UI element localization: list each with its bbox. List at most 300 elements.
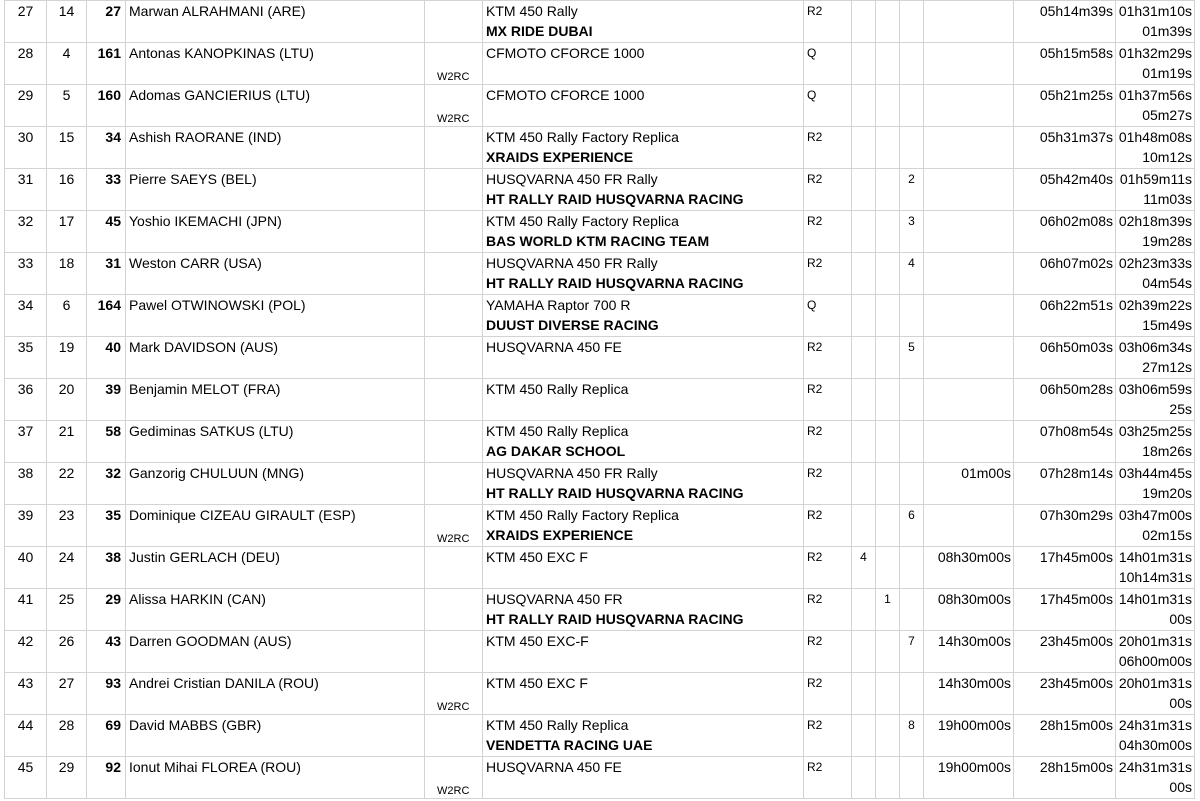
vehicle-cell <box>483 463 804 505</box>
group: R2 <box>804 337 852 379</box>
total-time: 23h45m00s <box>1039 633 1113 649</box>
group: R2 <box>804 715 852 757</box>
rider-name[interactable]: Weston CARR (USA) <box>126 253 425 295</box>
stat-3 <box>900 757 924 799</box>
bib-number: 160 <box>87 85 126 127</box>
time-cell <box>1014 505 1116 547</box>
vehicle-cell <box>483 253 804 295</box>
stat-3: 4 <box>900 253 924 295</box>
overall-rank: 38 <box>5 463 47 505</box>
gap-to-leader: 03h06m59s <box>1118 381 1192 397</box>
team-name: XRAIDS EXPERIENCE <box>486 527 634 543</box>
group: R2 <box>804 379 852 421</box>
table-row[interactable] <box>5 631 1195 673</box>
class-rank: 28 <box>47 715 87 757</box>
total-time: 05h31m37s <box>1039 129 1113 145</box>
table-row[interactable] <box>5 379 1195 421</box>
team-name: HT RALLY RAID HUSQVARNA RACING <box>486 275 744 291</box>
vehicle-cell <box>483 673 804 715</box>
stat-1 <box>852 421 876 463</box>
total-time: 17h45m00s <box>1039 549 1113 565</box>
stat-3 <box>900 547 924 589</box>
stat-1 <box>852 43 876 85</box>
vehicle-model: KTM 450 EXC F <box>486 675 588 691</box>
stat-1 <box>852 715 876 757</box>
class-rank: 24 <box>47 547 87 589</box>
stat-1 <box>852 757 876 799</box>
gap-cell <box>1116 127 1195 169</box>
table-row[interactable] <box>5 337 1195 379</box>
group: R2 <box>804 463 852 505</box>
group: R2 <box>804 757 852 799</box>
overall-rank: 35 <box>5 337 47 379</box>
overall-rank: 42 <box>5 631 47 673</box>
bib-number: 164 <box>87 295 126 337</box>
vehicle-cell <box>483 85 804 127</box>
vehicle-model: KTM 450 Rally Replica <box>486 717 629 733</box>
stat-2 <box>876 43 900 85</box>
gap-to-leader: 01h32m29s <box>1118 45 1192 61</box>
rider-name[interactable]: Alissa HARKIN (CAN) <box>126 589 425 631</box>
gap-cell <box>1116 211 1195 253</box>
group: R2 <box>804 169 852 211</box>
gap-to-previous: 05m27s <box>1142 107 1192 123</box>
bib-number: 29 <box>87 589 126 631</box>
stat-2 <box>876 631 900 673</box>
group: R2 <box>804 547 852 589</box>
w2rc-badge: W2RC <box>437 701 470 713</box>
overall-rank: 40 <box>5 547 47 589</box>
vehicle-model: KTM 450 Rally Factory Replica <box>486 213 679 229</box>
total-time: 06h50m28s <box>1039 381 1113 397</box>
group: R2 <box>804 421 852 463</box>
gap-cell <box>1116 169 1195 211</box>
stat-2 <box>876 295 900 337</box>
w2rc-cell <box>425 673 483 715</box>
penalty: 19h00m00s <box>924 757 1014 799</box>
bib-number: 43 <box>87 631 126 673</box>
time-cell <box>1014 715 1116 757</box>
total-time: 06h02m08s <box>1039 213 1113 229</box>
bib-number: 38 <box>87 547 126 589</box>
table-row[interactable] <box>5 211 1195 253</box>
rider-name[interactable]: Andrei Cristian DANILA (ROU) <box>126 673 425 715</box>
stat-3: 2 <box>900 169 924 211</box>
stat-2 <box>876 85 900 127</box>
stat-3 <box>900 421 924 463</box>
gap-to-leader: 24h31m31s <box>1118 759 1192 775</box>
gap-to-previous: 15m49s <box>1142 317 1192 333</box>
w2rc-badge: W2RC <box>437 113 470 125</box>
w2rc-cell <box>425 505 483 547</box>
results-table <box>4 0 1195 799</box>
gap-cell <box>1116 547 1195 589</box>
vehicle-model: HUSQVARNA 450 FR Rally <box>486 465 658 481</box>
vehicle-model: YAMAHA Raptor 700 R <box>486 297 631 313</box>
overall-rank: 45 <box>5 757 47 799</box>
rider-name[interactable]: Ionut Mihai FLOREA (ROU) <box>126 757 425 799</box>
overall-rank: 44 <box>5 715 47 757</box>
vehicle-model: KTM 450 Rally <box>486 3 578 19</box>
bib-number: 40 <box>87 337 126 379</box>
gap-to-leader: 01h59m11s <box>1119 171 1192 187</box>
penalty <box>924 337 1014 379</box>
overall-rank: 31 <box>5 169 47 211</box>
stat-1 <box>852 505 876 547</box>
gap-to-leader: 02h39m22s <box>1118 297 1192 313</box>
vehicle-model: KTM 450 Rally Factory Replica <box>486 129 679 145</box>
table-row[interactable] <box>5 1 1195 43</box>
table-row[interactable] <box>5 505 1195 547</box>
gap-to-previous: 19m28s <box>1142 233 1192 249</box>
stat-2 <box>876 547 900 589</box>
w2rc-cell <box>425 337 483 379</box>
stat-3 <box>900 85 924 127</box>
group: R2 <box>804 253 852 295</box>
vehicle-cell <box>483 337 804 379</box>
time-cell <box>1014 295 1116 337</box>
group: R2 <box>804 631 852 673</box>
class-rank: 16 <box>47 169 87 211</box>
class-rank: 15 <box>47 127 87 169</box>
bib-number: 33 <box>87 169 126 211</box>
table-row[interactable] <box>5 673 1195 715</box>
bib-number: 35 <box>87 505 126 547</box>
overall-rank: 32 <box>5 211 47 253</box>
table-row[interactable] <box>5 463 1195 505</box>
rider-name[interactable]: Dominique CIZEAU GIRAULT (ESP) <box>126 505 425 547</box>
table-row[interactable] <box>5 127 1195 169</box>
stat-2 <box>876 421 900 463</box>
time-cell <box>1014 673 1116 715</box>
stat-3 <box>900 1 924 43</box>
stat-3: 6 <box>900 505 924 547</box>
time-cell <box>1014 421 1116 463</box>
penalty <box>924 1 1014 43</box>
vehicle-cell <box>483 211 804 253</box>
table-row[interactable] <box>5 295 1195 337</box>
class-rank: 23 <box>47 505 87 547</box>
class-rank: 6 <box>47 295 87 337</box>
gap-cell <box>1116 421 1195 463</box>
gap-to-previous: 02m15s <box>1142 527 1192 543</box>
rider-name[interactable]: Yoshio IKEMACHI (JPN) <box>126 211 425 253</box>
gap-cell <box>1116 337 1195 379</box>
rider-name[interactable]: Adomas GANCIERIUS (LTU) <box>126 85 425 127</box>
group: R2 <box>804 589 852 631</box>
total-time: 05h14m39s <box>1039 3 1113 19</box>
bib-number: 161 <box>87 43 126 85</box>
vehicle-model: KTM 450 EXC-F <box>486 633 589 649</box>
w2rc-cell <box>425 463 483 505</box>
time-cell <box>1014 211 1116 253</box>
vehicle-model: KTM 450 Rally Replica <box>486 381 629 397</box>
w2rc-cell <box>425 85 483 127</box>
bib-number: 34 <box>87 127 126 169</box>
vehicle-cell <box>483 379 804 421</box>
rider-name[interactable]: Gediminas SATKUS (LTU) <box>126 421 425 463</box>
total-time: 07h28m14s <box>1039 465 1113 481</box>
class-rank: 18 <box>47 253 87 295</box>
table-row[interactable] <box>5 169 1195 211</box>
class-rank: 26 <box>47 631 87 673</box>
vehicle-cell <box>483 169 804 211</box>
bib-number: 32 <box>87 463 126 505</box>
vehicle-model: HUSQVARNA 450 FR Rally <box>486 255 658 271</box>
vehicle-model: HUSQVARNA 450 FR Rally <box>486 171 658 187</box>
total-time: 17h45m00s <box>1039 591 1113 607</box>
table-row[interactable] <box>5 85 1195 127</box>
time-cell <box>1014 463 1116 505</box>
time-cell <box>1014 169 1116 211</box>
gap-cell <box>1116 43 1195 85</box>
gap-cell <box>1116 631 1195 673</box>
vehicle-model: CFMOTO CFORCE 1000 <box>486 45 645 61</box>
table-row[interactable] <box>5 589 1195 631</box>
table-row[interactable] <box>5 757 1195 799</box>
time-cell <box>1014 631 1116 673</box>
vehicle-model: KTM 450 Rally Replica <box>486 423 629 439</box>
gap-cell <box>1116 1 1195 43</box>
gap-to-leader: 02h23m33s <box>1118 255 1192 271</box>
class-rank: 25 <box>47 589 87 631</box>
rider-name[interactable]: Ashish RAORANE (IND) <box>126 127 425 169</box>
gap-to-previous: 04m54s <box>1142 275 1192 291</box>
table-row[interactable] <box>5 715 1195 757</box>
penalty <box>924 85 1014 127</box>
penalty <box>924 295 1014 337</box>
total-time: 07h30m29s <box>1039 507 1113 523</box>
total-time: 07h08m54s <box>1039 423 1113 439</box>
bib-number: 92 <box>87 757 126 799</box>
w2rc-badge: W2RC <box>437 785 470 797</box>
group: R2 <box>804 1 852 43</box>
vehicle-cell <box>483 757 804 799</box>
gap-to-previous: 18m26s <box>1142 443 1192 459</box>
stat-2: 1 <box>876 589 900 631</box>
gap-to-previous: 25s <box>1169 401 1192 417</box>
total-time: 06h22m51s <box>1039 297 1113 313</box>
class-rank: 17 <box>47 211 87 253</box>
stat-2 <box>876 253 900 295</box>
bib-number: 69 <box>87 715 126 757</box>
vehicle-cell <box>483 295 804 337</box>
time-cell <box>1014 85 1116 127</box>
gap-to-previous: 11m03s <box>1143 191 1192 207</box>
group: R2 <box>804 127 852 169</box>
class-rank: 22 <box>47 463 87 505</box>
penalty <box>924 421 1014 463</box>
class-rank: 27 <box>47 673 87 715</box>
gap-to-leader: 01h37m56s <box>1118 87 1192 103</box>
class-rank: 4 <box>47 43 87 85</box>
stat-1 <box>852 295 876 337</box>
w2rc-cell <box>425 169 483 211</box>
total-time: 23h45m00s <box>1039 675 1113 691</box>
gap-to-previous: 10h14m31s <box>1118 569 1192 585</box>
overall-rank: 28 <box>5 43 47 85</box>
w2rc-cell <box>425 43 483 85</box>
stat-2 <box>876 337 900 379</box>
gap-to-previous: 27m12s <box>1142 359 1192 375</box>
overall-rank: 34 <box>5 295 47 337</box>
gap-to-leader: 03h44m45s <box>1118 465 1192 481</box>
total-time: 05h21m25s <box>1039 87 1113 103</box>
total-time: 28h15m00s <box>1039 717 1113 733</box>
stat-2 <box>876 463 900 505</box>
stat-3: 5 <box>900 337 924 379</box>
table-row[interactable] <box>5 421 1195 463</box>
vehicle-cell <box>483 547 804 589</box>
penalty <box>924 253 1014 295</box>
rider-name[interactable]: Marwan ALRAHMANI (ARE) <box>126 1 425 43</box>
vehicle-cell <box>483 1 804 43</box>
rider-name[interactable]: David MABBS (GBR) <box>126 715 425 757</box>
table-row[interactable] <box>5 253 1195 295</box>
gap-to-leader: 14h01m31s <box>1118 549 1192 565</box>
gap-cell <box>1116 505 1195 547</box>
vehicle-cell <box>483 127 804 169</box>
w2rc-badge: W2RC <box>437 533 470 545</box>
w2rc-cell <box>425 127 483 169</box>
stat-3: 3 <box>900 211 924 253</box>
stat-1 <box>852 169 876 211</box>
penalty <box>924 379 1014 421</box>
team-name: AG DAKAR SCHOOL <box>486 443 626 459</box>
w2rc-cell <box>425 253 483 295</box>
overall-rank: 27 <box>5 1 47 43</box>
overall-rank: 29 <box>5 85 47 127</box>
penalty: 08h30m00s <box>924 547 1014 589</box>
stat-3 <box>900 43 924 85</box>
vehicle-model: HUSQVARNA 450 FR <box>486 591 623 607</box>
penalty: 19h00m00s <box>924 715 1014 757</box>
team-name: XRAIDS EXPERIENCE <box>486 149 634 165</box>
class-rank: 21 <box>47 421 87 463</box>
team-name: MX RIDE DUBAI <box>486 23 593 39</box>
stat-3 <box>900 589 924 631</box>
overall-rank: 30 <box>5 127 47 169</box>
rider-name[interactable]: Justin GERLACH (DEU) <box>126 547 425 589</box>
stat-2 <box>876 673 900 715</box>
rider-name[interactable]: Pierre SAEYS (BEL) <box>126 169 425 211</box>
stat-2 <box>876 169 900 211</box>
gap-to-previous: 01m19s <box>1142 65 1192 81</box>
gap-cell <box>1116 253 1195 295</box>
penalty <box>924 169 1014 211</box>
vehicle-cell <box>483 589 804 631</box>
gap-cell <box>1116 757 1195 799</box>
stat-1 <box>852 211 876 253</box>
stat-2 <box>876 379 900 421</box>
w2rc-cell <box>425 1 483 43</box>
vehicle-model: HUSQVARNA 450 FE <box>486 339 622 355</box>
table-row[interactable] <box>5 43 1195 85</box>
class-rank: 19 <box>47 337 87 379</box>
gap-to-leader: 03h06m34s <box>1118 339 1192 355</box>
overall-rank: 36 <box>5 379 47 421</box>
w2rc-cell <box>425 295 483 337</box>
class-rank: 14 <box>47 1 87 43</box>
total-time: 28h15m00s <box>1039 759 1113 775</box>
stat-1 <box>852 253 876 295</box>
gap-cell <box>1116 85 1195 127</box>
stat-2 <box>876 1 900 43</box>
stat-1 <box>852 337 876 379</box>
vehicle-cell <box>483 421 804 463</box>
vehicle-cell <box>483 505 804 547</box>
team-name: VENDETTA RACING UAE <box>486 737 653 753</box>
stat-2 <box>876 211 900 253</box>
vehicle-model: KTM 450 Rally Factory Replica <box>486 507 679 523</box>
gap-to-leader: 14h01m31s <box>1118 591 1192 607</box>
penalty: 14h30m00s <box>924 673 1014 715</box>
stat-3 <box>900 463 924 505</box>
stat-3: 7 <box>900 631 924 673</box>
w2rc-cell <box>425 421 483 463</box>
time-cell <box>1014 43 1116 85</box>
bib-number: 39 <box>87 379 126 421</box>
stat-3 <box>900 127 924 169</box>
w2rc-cell <box>425 547 483 589</box>
rider-name[interactable]: Antonas KANOPKINAS (LTU) <box>126 43 425 85</box>
gap-to-previous: 19m20s <box>1142 485 1192 501</box>
table-row[interactable] <box>5 547 1195 589</box>
gap-to-leader: 20h01m31s <box>1118 633 1192 649</box>
overall-rank: 37 <box>5 421 47 463</box>
rider-name[interactable]: Ganzorig CHULUUN (MNG) <box>126 463 425 505</box>
overall-rank: 43 <box>5 673 47 715</box>
team-name: BAS WORLD KTM RACING TEAM <box>486 233 710 249</box>
penalty <box>924 127 1014 169</box>
stat-3 <box>900 673 924 715</box>
vehicle-model: CFMOTO CFORCE 1000 <box>486 87 645 103</box>
w2rc-cell <box>425 589 483 631</box>
penalty: 08h30m00s <box>924 589 1014 631</box>
gap-cell <box>1116 589 1195 631</box>
team-name: DUUST DIVERSE RACING <box>486 317 659 333</box>
gap-to-previous: 00s <box>1169 695 1192 711</box>
group: R2 <box>804 211 852 253</box>
rider-name[interactable]: Pawel OTWINOWSKI (POL) <box>126 295 425 337</box>
time-cell <box>1014 379 1116 421</box>
stat-1 <box>852 1 876 43</box>
group: R2 <box>804 505 852 547</box>
stat-3: 8 <box>900 715 924 757</box>
total-time: 06h50m03s <box>1039 339 1113 355</box>
gap-to-previous: 10m12s <box>1142 149 1192 165</box>
class-rank: 29 <box>47 757 87 799</box>
gap-to-leader: 01h31m10s <box>1118 3 1192 19</box>
vehicle-model: KTM 450 EXC F <box>486 549 588 565</box>
time-cell <box>1014 589 1116 631</box>
w2rc-cell <box>425 211 483 253</box>
gap-cell <box>1116 715 1195 757</box>
stat-1 <box>852 589 876 631</box>
rider-name[interactable]: Darren GOODMAN (AUS) <box>126 631 425 673</box>
stat-1 <box>852 463 876 505</box>
results-body <box>5 1 1195 799</box>
bib-number: 45 <box>87 211 126 253</box>
penalty: 01m00s <box>924 463 1014 505</box>
team-name: HT RALLY RAID HUSQVARNA RACING <box>486 611 744 627</box>
group: Q <box>804 43 852 85</box>
stat-1 <box>852 127 876 169</box>
rider-name[interactable]: Mark DAVIDSON (AUS) <box>126 337 425 379</box>
rider-name[interactable]: Benjamin MELOT (FRA) <box>126 379 425 421</box>
total-time: 05h15m58s <box>1039 45 1113 61</box>
gap-to-leader: 24h31m31s <box>1118 717 1192 733</box>
